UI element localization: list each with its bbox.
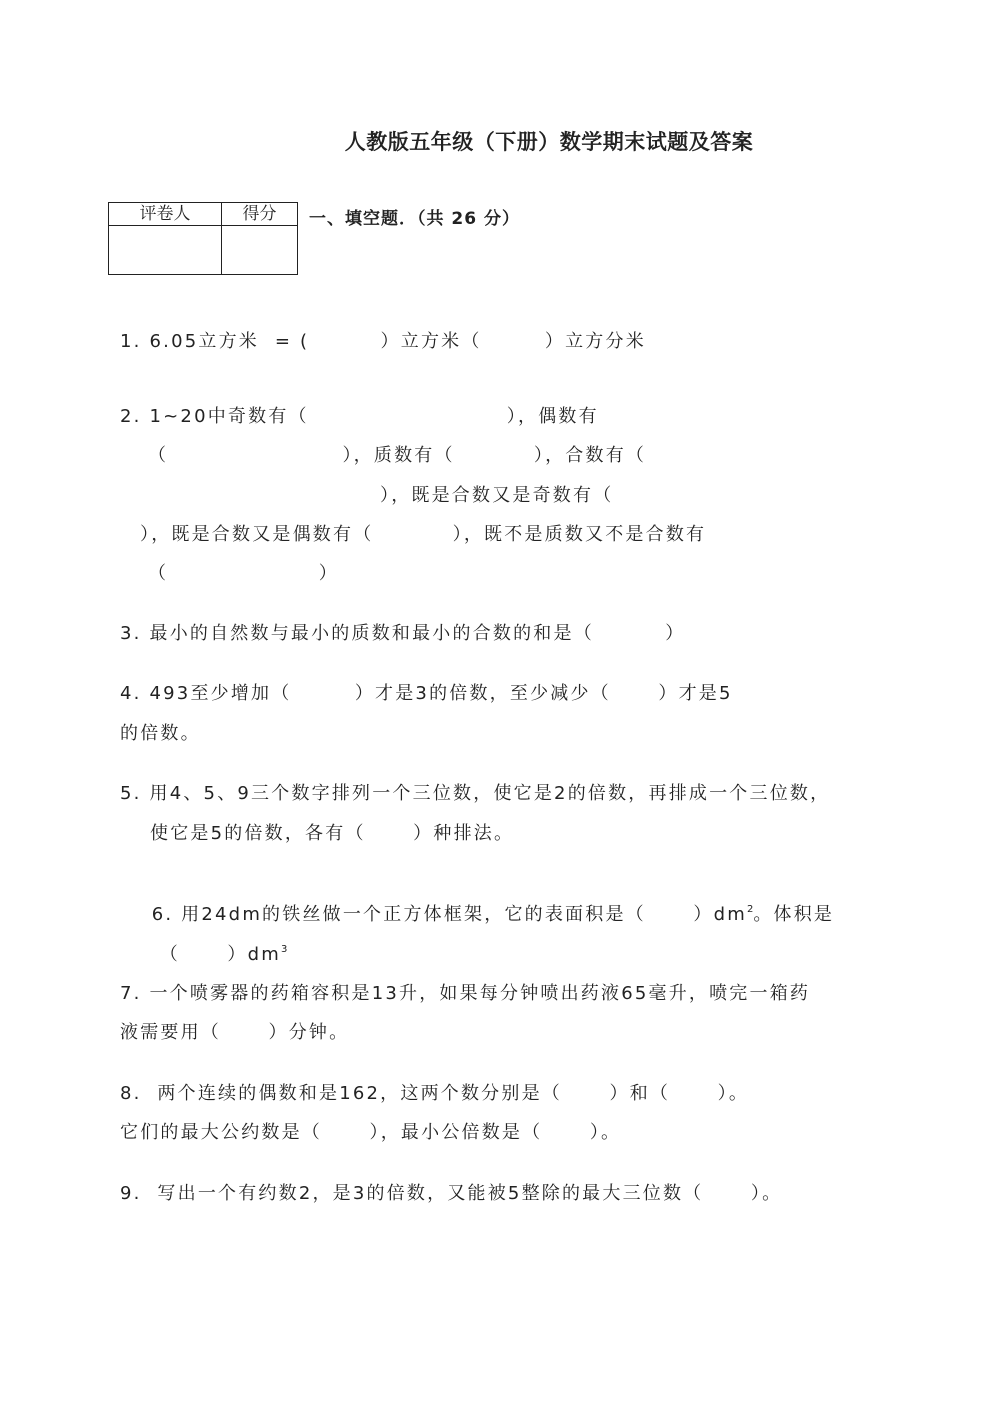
section-heading: 一、填空题．（共 26 分） <box>309 209 520 229</box>
question-4-line-1: 4. 493至少增加（ ）才是3的倍数，至少减少（ ）才是5 <box>120 683 733 704</box>
score-box <box>108 202 298 275</box>
question-2-line-5: （ ） <box>148 563 339 584</box>
question-1: 1. 6.05立方米 = ( ）立方米（ ）立方分米 <box>120 331 646 352</box>
question-3: 3. 最小的自然数与最小的质数和最小的合数的和是（ ） <box>120 623 686 644</box>
question-4-line-2: 的倍数。 <box>120 723 201 744</box>
question-6-line-1-text: 6. 用24dm的铁丝做一个正方体框架，它的表面积是（ ）dm <box>151 904 747 925</box>
question-2-line-3: ），既是合数又是奇数有（ <box>380 485 614 506</box>
question-6-line-1-tail: 。体积是 <box>753 904 835 925</box>
grader-header: 评卷人 <box>109 203 222 226</box>
question-2-line-4: ），既是合数又是偶数有（ ），既不是质数又不是合数有 <box>140 524 707 545</box>
question-6-line-2-text: （ ）dm <box>159 944 281 965</box>
score-cell <box>221 226 297 275</box>
question-2-line-2: （ ），质数有（ ），合数有（ <box>148 445 647 466</box>
question-2-line-1: 2. 1~20中奇数有（ ），偶数有 <box>120 406 599 427</box>
question-7-line-2: 液需要用（ ）分钟。 <box>120 1022 350 1043</box>
question-7-line-1: 7. 一个喷雾器的药箱容积是13升，如果每分钟喷出药液65毫升，喷完一箱药 <box>120 983 811 1004</box>
question-5-line-2: 使它是5的倍数，各有（ ）种排法。 <box>150 823 515 844</box>
question-8-line-2: 它们的最大公约数是（ ），最小公倍数是（ ）。 <box>120 1122 622 1143</box>
square-superscript: 2 <box>746 904 754 915</box>
grader-cell <box>109 226 222 275</box>
question-8-line-1: 8. 两个连续的偶数和是162，这两个数分别是（ ）和（ ）。 <box>120 1083 750 1104</box>
question-5-line-1: 5. 用4、5、9三个数字排列一个三位数，使它是2的倍数，再排成一个三位数， <box>120 783 831 804</box>
score-header: 得分 <box>221 203 297 226</box>
cube-superscript: 3 <box>280 944 288 955</box>
page-title: 人教版五年级（下册）数学期末试题及答案 <box>344 129 754 154</box>
question-6-line-2 <box>128 919 287 987</box>
question-9: 9. 写出一个有约数2，是3的倍数，又能被5整除的最大三位数（ ）。 <box>120 1183 783 1204</box>
